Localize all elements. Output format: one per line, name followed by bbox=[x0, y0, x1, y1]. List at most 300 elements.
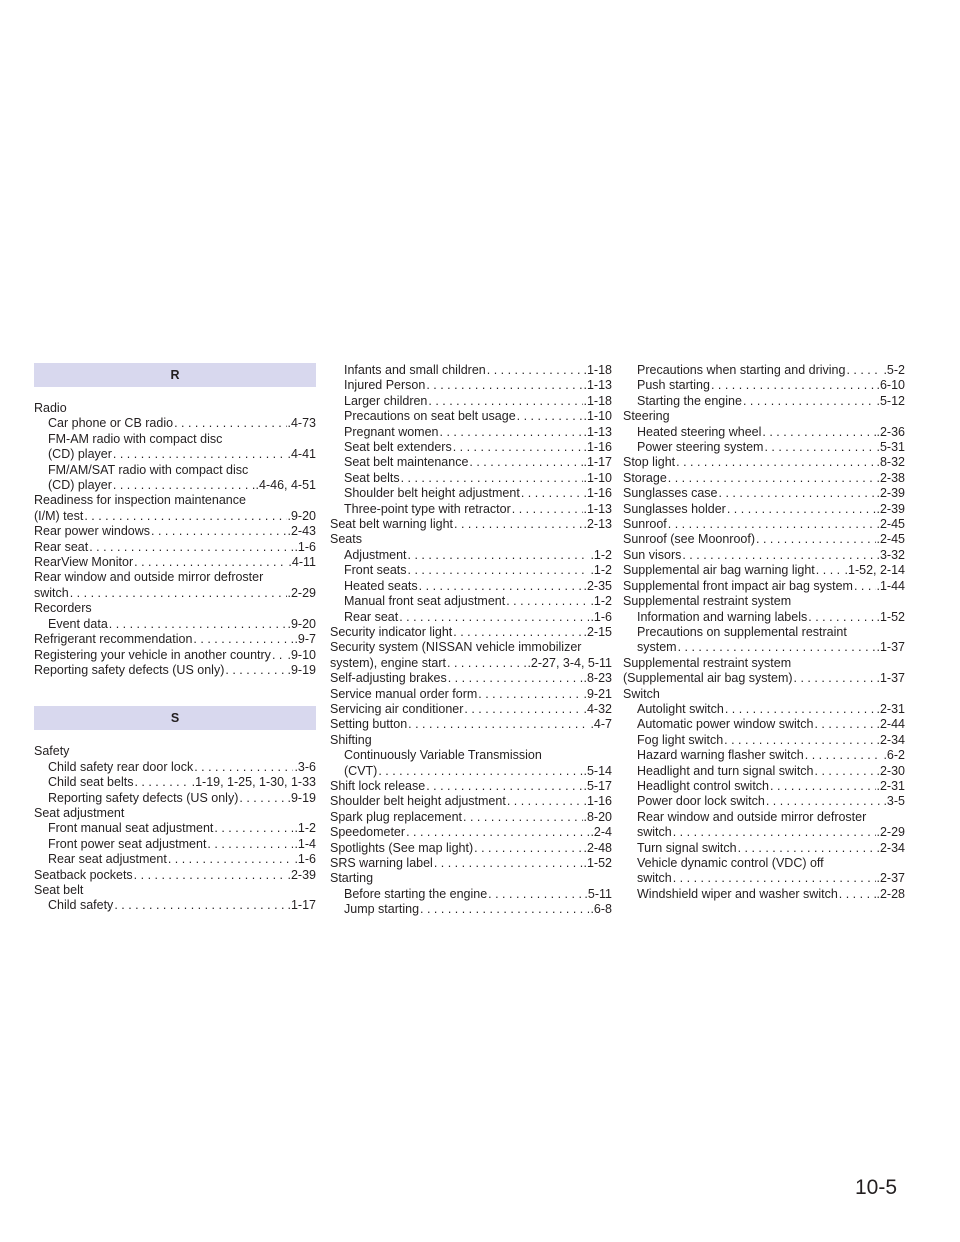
index-entry bbox=[330, 594, 612, 609]
index-entry bbox=[623, 810, 905, 825]
index-entry bbox=[330, 471, 612, 486]
index-entry-label: Spark plug replacement bbox=[330, 809, 463, 824]
index-entry bbox=[34, 821, 316, 836]
index-entry-label: (CVT) bbox=[344, 763, 378, 778]
dot-leader bbox=[225, 663, 286, 678]
index-entry-label: Before starting the engine bbox=[344, 886, 488, 901]
index-entry-page: .5-17 bbox=[583, 778, 612, 793]
index-entry-page: .1-6 bbox=[294, 539, 316, 554]
dot-leader bbox=[420, 902, 589, 917]
index-entry bbox=[623, 548, 905, 563]
dot-leader bbox=[770, 779, 875, 794]
index-entry-label: Sunglasses case bbox=[623, 486, 718, 501]
index-entry-page: .1-2 bbox=[294, 821, 316, 836]
index-entry-label: (Supplemental air bag system) bbox=[623, 671, 793, 686]
index-entry-page: .2-39 bbox=[876, 486, 905, 501]
index-entry-label: Rear power windows bbox=[34, 524, 151, 539]
dot-leader bbox=[419, 579, 583, 594]
index-entry bbox=[623, 579, 905, 594]
index-entry bbox=[34, 898, 316, 913]
index-entry-label: Precautions when starting and driving bbox=[637, 363, 846, 377]
index-entry-label: Seat belt warning light bbox=[330, 517, 453, 532]
index-entry bbox=[34, 760, 316, 775]
index-entry-label: Seat belt maintenance bbox=[344, 455, 469, 470]
index-entry-page: .2-13 bbox=[583, 517, 612, 532]
index-entry-label: switch bbox=[34, 585, 69, 600]
dot-leader bbox=[517, 409, 583, 424]
index-entry bbox=[623, 409, 905, 424]
index-entry bbox=[623, 640, 905, 655]
dot-leader bbox=[134, 775, 190, 790]
index-entry-page: .8-32 bbox=[876, 455, 905, 470]
index-entry bbox=[330, 810, 612, 825]
dot-leader bbox=[193, 632, 293, 647]
index-entry-label: Supplemental front impact air bag system bbox=[623, 578, 853, 593]
index-entry bbox=[623, 841, 905, 856]
index-entry-page: .1-13 bbox=[583, 424, 612, 439]
index-entry-page: .1-2 bbox=[590, 547, 612, 562]
index-entry-label: Rear seat bbox=[344, 609, 399, 624]
index-entry-page: .1-37 bbox=[876, 640, 905, 655]
index-entry bbox=[330, 455, 612, 470]
dot-leader bbox=[272, 648, 287, 663]
index-entry-label: Sun visors bbox=[623, 547, 682, 562]
index-entry-label: Switch bbox=[623, 686, 660, 701]
dot-leader bbox=[194, 760, 293, 775]
index-entry-page: .2-39 bbox=[287, 867, 316, 882]
index-entry-label: Vehicle dynamic control (VDC) off bbox=[637, 856, 824, 870]
index-entry bbox=[34, 632, 316, 647]
index-entry bbox=[623, 625, 905, 640]
dot-leader bbox=[794, 671, 876, 686]
dot-leader bbox=[134, 868, 287, 883]
index-entry-label: FM/AM/SAT radio with compact disc bbox=[48, 462, 249, 477]
dot-leader bbox=[109, 617, 287, 632]
index-entry bbox=[34, 837, 316, 852]
dot-leader bbox=[719, 486, 876, 501]
index-entry-page: .2-29 bbox=[287, 585, 316, 600]
index-entry bbox=[623, 748, 905, 763]
index-entry-label: Precautions on supplemental restraint bbox=[637, 624, 847, 639]
index-entry-label: Sunglasses holder bbox=[623, 501, 726, 516]
index-entry-label: Starting the engine bbox=[637, 393, 742, 408]
dot-leader bbox=[507, 794, 583, 809]
index-entry-page: .2-27, 3-4, 5-11 bbox=[527, 655, 612, 670]
dot-leader bbox=[426, 779, 582, 794]
index-entry-label: SRS warning label bbox=[330, 856, 433, 870]
index-entry-page: .5-11 bbox=[584, 886, 612, 901]
index-entry-label: Front manual seat adjustment bbox=[48, 821, 214, 836]
dot-leader bbox=[453, 440, 583, 455]
index-entry-label: Shoulder belt height adjustment bbox=[344, 486, 520, 501]
index-entry bbox=[623, 794, 905, 809]
dot-leader bbox=[214, 821, 293, 836]
index-entry-label: Setting button bbox=[330, 717, 408, 732]
index-entry bbox=[623, 502, 905, 517]
dot-leader bbox=[727, 502, 876, 517]
dot-leader bbox=[673, 825, 876, 840]
index-entry-label: Seat belt extenders bbox=[344, 440, 452, 455]
index-entry-label: Reporting safety defects (US only) bbox=[48, 790, 239, 805]
index-entry bbox=[623, 764, 905, 779]
index-entry-label: Pregnant women bbox=[344, 424, 439, 439]
index-entry-page: .2-38 bbox=[876, 470, 905, 485]
index-entry-label: Turn signal switch bbox=[637, 840, 737, 855]
section-header-s: S bbox=[34, 706, 316, 730]
dot-leader bbox=[151, 524, 286, 539]
index-entry-label: Supplemental restraint system bbox=[623, 594, 792, 609]
index-entry bbox=[330, 486, 612, 501]
index-entry-page: .1-44 bbox=[876, 578, 905, 593]
index-entry-label: (CD) player bbox=[48, 447, 112, 462]
index-entry bbox=[330, 440, 612, 455]
index-entry bbox=[34, 617, 316, 632]
index-entry-label: Registering your vehicle in another country bbox=[34, 647, 271, 662]
index-entry-label: Security indicator light bbox=[330, 624, 453, 639]
index-entry-page: .6-2 bbox=[883, 748, 905, 763]
index-entry-label: Service manual order form bbox=[330, 686, 478, 701]
index-entry-label: switch bbox=[637, 871, 672, 886]
index-entry-page: .2-34 bbox=[876, 840, 905, 855]
index-entry bbox=[34, 852, 316, 867]
index-entry bbox=[330, 579, 612, 594]
index-entry bbox=[34, 791, 316, 806]
index-entry bbox=[623, 702, 905, 717]
section-header-r: R bbox=[34, 363, 316, 387]
index-entry bbox=[34, 463, 316, 478]
dot-leader bbox=[84, 509, 286, 524]
index-entry-page: .2-30 bbox=[876, 763, 905, 778]
index-entry-label: Rear window and outside mirror defroster bbox=[34, 570, 264, 585]
index-entry-page: .9-19 bbox=[287, 790, 316, 805]
index-entry-label: Rear seat bbox=[34, 539, 89, 554]
index-entry-page: .1-13 bbox=[583, 501, 612, 516]
index-entry bbox=[34, 883, 316, 898]
index-entry bbox=[623, 471, 905, 486]
dot-leader bbox=[378, 764, 582, 779]
index-entry bbox=[34, 416, 316, 431]
index-entry-label: RearView Monitor bbox=[34, 555, 134, 570]
index-entry bbox=[330, 563, 612, 578]
index-entry bbox=[34, 601, 316, 616]
index-entry bbox=[34, 663, 316, 678]
index-entry bbox=[34, 524, 316, 539]
index-entry-label: Front power seat adjustment bbox=[48, 836, 207, 851]
index-entry bbox=[330, 794, 612, 809]
index-entry-page: .4-32 bbox=[583, 701, 612, 716]
index-entry-label: Larger children bbox=[344, 393, 428, 408]
index-entry bbox=[34, 447, 316, 462]
index-entry-label: Supplemental air bag warning light bbox=[623, 563, 815, 578]
index-entry-label: Radio bbox=[34, 401, 67, 415]
index-entry-label: Supplemental restraint system bbox=[623, 655, 792, 670]
index-entry-label: (CD) player bbox=[48, 478, 112, 493]
index-entry-label: system bbox=[637, 640, 677, 655]
index-entry-label: Readiness for inspection maintenance bbox=[34, 493, 246, 508]
index-entry bbox=[330, 502, 612, 517]
index-entry-page: .1-52, 2-14 bbox=[844, 563, 905, 578]
index-entry-page: .2-43 bbox=[287, 524, 316, 539]
index-entry-label: Speedometer bbox=[330, 825, 406, 840]
dot-leader bbox=[454, 517, 583, 532]
dot-leader bbox=[174, 416, 286, 431]
index-entry-page: .2-15 bbox=[583, 624, 612, 639]
index-entry-page: .3-32 bbox=[876, 547, 905, 562]
index-entry-page: .6-8 bbox=[590, 902, 612, 917]
dot-leader bbox=[854, 579, 876, 594]
index-entry-page: .9-10 bbox=[287, 647, 316, 662]
index-entry bbox=[330, 517, 612, 532]
index-entry bbox=[330, 733, 612, 748]
index-entry-page: .1-6 bbox=[590, 609, 612, 624]
dot-leader bbox=[676, 455, 875, 470]
index-entry-page: .2-45 bbox=[876, 517, 905, 532]
index-entry-label: Rear window and outside mirror defroster bbox=[637, 809, 867, 824]
dot-leader bbox=[506, 594, 589, 609]
index-entry-label: Shoulder belt height adjustment bbox=[330, 794, 506, 809]
dot-leader bbox=[408, 563, 590, 578]
dot-leader bbox=[816, 563, 844, 578]
index-entry bbox=[623, 610, 905, 625]
index-entry-page: .2-28 bbox=[876, 886, 905, 901]
index-entry-label: Continuously Variable Transmission bbox=[344, 748, 542, 763]
index-entry-page: .1-2 bbox=[590, 563, 612, 578]
dot-leader bbox=[474, 841, 582, 856]
index-entry bbox=[330, 532, 612, 547]
index-entry-page: .1-16 bbox=[583, 794, 612, 809]
dot-leader bbox=[711, 378, 876, 393]
dot-leader bbox=[756, 532, 875, 547]
index-column-2 bbox=[330, 363, 612, 918]
index-entry-page: .1-18 bbox=[583, 363, 612, 377]
dot-leader bbox=[469, 455, 582, 470]
index-entry-label: Event data bbox=[48, 616, 108, 631]
index-entry bbox=[330, 887, 612, 902]
dot-leader bbox=[488, 887, 583, 902]
dot-leader bbox=[70, 586, 287, 601]
index-entry-page: .9-19 bbox=[287, 662, 316, 677]
index-entry bbox=[330, 425, 612, 440]
dot-leader bbox=[428, 394, 582, 409]
index-entry bbox=[34, 586, 316, 601]
index-entry bbox=[623, 671, 905, 686]
index-entry-page: .1-10 bbox=[583, 470, 612, 485]
index-entry bbox=[623, 687, 905, 702]
index-entry-page: .8-23 bbox=[583, 671, 612, 686]
index-entry bbox=[330, 687, 612, 702]
dot-leader bbox=[168, 852, 294, 867]
dot-leader bbox=[448, 671, 583, 686]
page-number: 10-5 bbox=[855, 1176, 898, 1199]
index-entry bbox=[330, 409, 612, 424]
dot-leader bbox=[673, 871, 876, 886]
index-entry-label: Power door lock switch bbox=[637, 794, 765, 809]
index-entry-label: switch bbox=[637, 825, 672, 840]
index-entry-page: .1-37 bbox=[876, 671, 905, 686]
index-entry bbox=[330, 717, 612, 732]
index-entry-label: Heated steering wheel bbox=[637, 424, 762, 439]
index-entry-label: Seatback pockets bbox=[34, 867, 133, 882]
index-entry-label: Autolight switch bbox=[637, 701, 724, 716]
index-entry bbox=[330, 841, 612, 856]
index-entry-label: Seats bbox=[330, 532, 362, 547]
index-entry-page: .5-14 bbox=[583, 763, 612, 778]
index-entry-label: Manual front seat adjustment bbox=[344, 594, 506, 609]
index-entry-label: Automatic power window switch bbox=[637, 717, 814, 732]
index-entry-page: .2-45 bbox=[876, 532, 905, 547]
index-entry bbox=[34, 478, 316, 493]
index-entry bbox=[623, 363, 905, 378]
index-entry-label: Heated seats bbox=[344, 578, 418, 593]
index-entry bbox=[623, 440, 905, 455]
index-entry-page: .2-31 bbox=[876, 701, 905, 716]
dot-leader bbox=[762, 425, 875, 440]
dot-leader bbox=[89, 540, 293, 555]
index-entry-page: .4-11 bbox=[288, 555, 316, 570]
index-entry bbox=[34, 868, 316, 883]
index-entry bbox=[623, 779, 905, 794]
index-entry-page: .1-16 bbox=[583, 440, 612, 455]
index-entry-label: Recorders bbox=[34, 601, 92, 616]
dot-leader bbox=[207, 837, 293, 852]
index-entry bbox=[34, 509, 316, 524]
index-entry-label: Security system (NISSAN vehicle immobilizer bbox=[330, 640, 582, 655]
index-entry-page: .5-12 bbox=[876, 393, 905, 408]
dot-leader bbox=[682, 548, 875, 563]
index-entry-page: .1-16 bbox=[583, 486, 612, 501]
index-entry bbox=[34, 806, 316, 821]
index-entry-label: Jump starting bbox=[344, 902, 420, 917]
dot-leader bbox=[668, 517, 876, 532]
dot-leader bbox=[512, 502, 583, 517]
index-entry-label: FM-AM radio with compact disc bbox=[48, 431, 223, 446]
index-entry bbox=[623, 425, 905, 440]
index-entry-page: .1-6 bbox=[294, 852, 316, 867]
index-entry-page: .1-17 bbox=[583, 455, 612, 470]
dot-leader bbox=[743, 394, 876, 409]
index-entry bbox=[330, 825, 612, 840]
dot-leader bbox=[406, 825, 589, 840]
dot-leader bbox=[434, 856, 583, 871]
index-entry-label: Spotlights (See map light) bbox=[330, 840, 474, 855]
dot-leader bbox=[478, 687, 582, 702]
index-entry-label: Storage bbox=[623, 470, 667, 485]
dot-leader bbox=[399, 610, 589, 625]
dot-leader bbox=[487, 363, 583, 378]
index-entry bbox=[330, 871, 612, 886]
index-entry bbox=[623, 517, 905, 532]
index-entry bbox=[34, 570, 316, 585]
index-entry bbox=[623, 871, 905, 886]
index-entry-label: Refrigerant recommendation bbox=[34, 632, 193, 647]
index-entry bbox=[623, 887, 905, 902]
index-entry-page: .1-52 bbox=[583, 856, 612, 870]
dot-leader bbox=[440, 425, 583, 440]
index-entry-page: .1-10 bbox=[583, 409, 612, 424]
index-entry-page: .1-19, 1-25, 1-30, 1-33 bbox=[191, 775, 316, 790]
index-entry-page: .2-34 bbox=[876, 732, 905, 747]
index-entry-label: Steering bbox=[623, 409, 670, 424]
index-entry bbox=[34, 775, 316, 790]
dot-leader bbox=[846, 363, 882, 378]
index-entry bbox=[623, 486, 905, 501]
index-entry-page: .4-73 bbox=[287, 416, 316, 431]
index-entry bbox=[330, 363, 612, 378]
index-entry bbox=[330, 779, 612, 794]
index-entry-label: Starting bbox=[330, 871, 374, 886]
dot-leader bbox=[408, 717, 589, 732]
index-entry-page: .4-46, 4-51 bbox=[255, 478, 316, 493]
dot-leader bbox=[113, 478, 255, 493]
index-entry bbox=[623, 825, 905, 840]
dot-leader bbox=[447, 656, 526, 671]
dot-leader bbox=[724, 733, 875, 748]
index-entry-label: Infants and small children bbox=[344, 363, 486, 377]
dot-leader bbox=[764, 440, 875, 455]
index-entry bbox=[330, 856, 612, 871]
index-entry-label: Child safety bbox=[48, 898, 114, 913]
index-entry-page: .2-39 bbox=[876, 501, 905, 516]
dot-leader bbox=[426, 378, 582, 393]
index-entry-page: .2-4 bbox=[590, 825, 612, 840]
index-entry-label: Precautions on seat belt usage bbox=[344, 409, 516, 424]
index-entry-page: .2-36 bbox=[876, 424, 905, 439]
index-entry-page: .2-29 bbox=[876, 825, 905, 840]
index-entry bbox=[623, 378, 905, 393]
index-entry-page: .9-20 bbox=[287, 508, 316, 523]
index-entry-label: Front seats bbox=[344, 563, 407, 578]
dot-leader bbox=[815, 764, 876, 779]
index-entry-page: .2-48 bbox=[583, 840, 612, 855]
index-entry bbox=[330, 640, 612, 655]
dot-leader bbox=[668, 471, 876, 486]
index-entry-page: .4-41 bbox=[287, 447, 316, 462]
index-entry-label: Hazard warning flasher switch bbox=[637, 748, 804, 763]
index-entry bbox=[34, 401, 316, 416]
dot-leader bbox=[408, 548, 590, 563]
index-entry bbox=[330, 671, 612, 686]
index-entry-page: .9-7 bbox=[294, 632, 316, 647]
index-entry-page: .4-7 bbox=[590, 717, 612, 732]
index-entry-label: Car phone or CB radio bbox=[48, 416, 174, 431]
index-entry-page: .2-44 bbox=[876, 717, 905, 732]
dot-leader bbox=[738, 841, 876, 856]
dot-leader bbox=[814, 717, 875, 732]
index-entry-page: .1-13 bbox=[583, 378, 612, 393]
index-entry bbox=[623, 532, 905, 547]
dot-leader bbox=[521, 486, 583, 501]
index-entry bbox=[330, 378, 612, 393]
index-entry bbox=[34, 648, 316, 663]
index-entry bbox=[623, 717, 905, 732]
index-entry bbox=[623, 394, 905, 409]
index-entry bbox=[623, 594, 905, 609]
dot-leader bbox=[839, 887, 876, 902]
dot-leader bbox=[239, 791, 286, 806]
index-entry-page: .5-2 bbox=[883, 363, 905, 377]
dot-leader bbox=[114, 898, 286, 913]
dot-leader bbox=[453, 625, 582, 640]
index-entry-label: Sunroof bbox=[623, 517, 667, 532]
index-entry bbox=[330, 548, 612, 563]
dot-leader bbox=[401, 471, 583, 486]
index-entry-label: Seat belt bbox=[34, 882, 84, 897]
index-entry bbox=[623, 856, 905, 871]
dot-leader bbox=[134, 555, 287, 570]
index-entry-label: Power steering system bbox=[637, 440, 764, 455]
index-entry-label: Seat adjustment bbox=[34, 805, 125, 820]
index-entry bbox=[623, 733, 905, 748]
